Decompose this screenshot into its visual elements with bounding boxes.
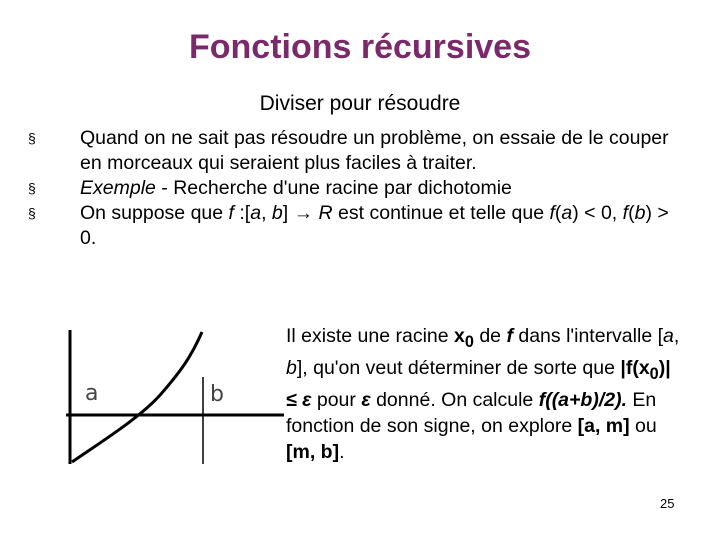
- bullet-list: [28, 126, 688, 251]
- text-run: ,: [673, 325, 680, 347]
- bullet-text: Quand on ne sait pas résoudre un problème, on essaie de le couper en morceaux qui seraient plus faciles à traiter.: [80, 127, 669, 174]
- text-run: .: [339, 440, 345, 463]
- text-run: ], qu'on veut déterminer de sorte que: [296, 356, 621, 379]
- text-run: ] →: [282, 202, 319, 224]
- leq-epsilon: ≤ ε: [286, 388, 312, 411]
- example-label: Exemple: [80, 177, 156, 199]
- text-run: (: [628, 202, 635, 224]
- text-run: (: [554, 202, 562, 224]
- epsilon: ε: [361, 388, 371, 411]
- math-R: R: [318, 202, 333, 224]
- text-run: On suppose que: [80, 202, 229, 224]
- math-b: b: [271, 202, 283, 224]
- text-run: ) > 0.: [80, 202, 669, 249]
- text-run: :[: [233, 202, 251, 224]
- example-text: - Recherche d'une racine par dichotomie: [155, 177, 512, 199]
- x0-sub: 0: [464, 332, 474, 351]
- abs-open: |f(x: [620, 356, 650, 379]
- interval-mb: [m, b]: [286, 440, 340, 463]
- math-f: f: [549, 202, 555, 224]
- bullet-symbol: §: [28, 180, 36, 196]
- bullet-item: [28, 176, 688, 201]
- root-paragraph: [286, 323, 686, 465]
- math-f: f: [228, 202, 234, 224]
- text-run: dans l'intervalle [: [512, 325, 664, 347]
- slide-subtitle: Diviser pour résoudre: [259, 92, 461, 115]
- bullet-symbol: §: [28, 130, 36, 146]
- label-b: b: [210, 382, 224, 407]
- text-run: ) < 0,: [572, 202, 623, 224]
- math-b: b: [286, 356, 297, 379]
- text-run: donné. On calcule: [370, 388, 539, 411]
- text-run: pour: [311, 388, 362, 411]
- bullet-symbol: §: [28, 205, 36, 221]
- midpoint-expression: f((a+b)/2).: [538, 388, 627, 411]
- bullet-text: [80, 176, 688, 201]
- bullet-item: [28, 201, 688, 251]
- x0-base: x: [454, 325, 465, 347]
- abs-expression: [620, 356, 671, 383]
- text-run: Il existe une racine: [286, 325, 455, 347]
- function-graph: [56, 322, 286, 472]
- slide-title: Fonctions récursives: [188, 28, 531, 66]
- math-f: f: [506, 325, 513, 347]
- text-run: est continue et telle que: [332, 202, 550, 224]
- x0: [454, 325, 474, 351]
- abs-sub: 0: [649, 364, 659, 383]
- label-a: a: [85, 381, 99, 406]
- text-run: ,: [261, 202, 272, 224]
- abs-close: )|: [658, 356, 671, 379]
- bullet-text: [80, 201, 688, 251]
- math-b: b: [634, 202, 646, 224]
- text-run: de: [473, 325, 507, 347]
- text-run: En fonction de son signe, on explore: [286, 388, 657, 437]
- math-a: a: [663, 325, 674, 347]
- interval-am: [a, m]: [577, 414, 630, 437]
- math-f: f: [622, 202, 629, 224]
- math-a: a: [561, 202, 573, 224]
- math-a: a: [250, 202, 262, 224]
- page-number: 25: [660, 496, 675, 511]
- text-run: ou: [629, 414, 657, 437]
- bullet-item: [28, 126, 688, 176]
